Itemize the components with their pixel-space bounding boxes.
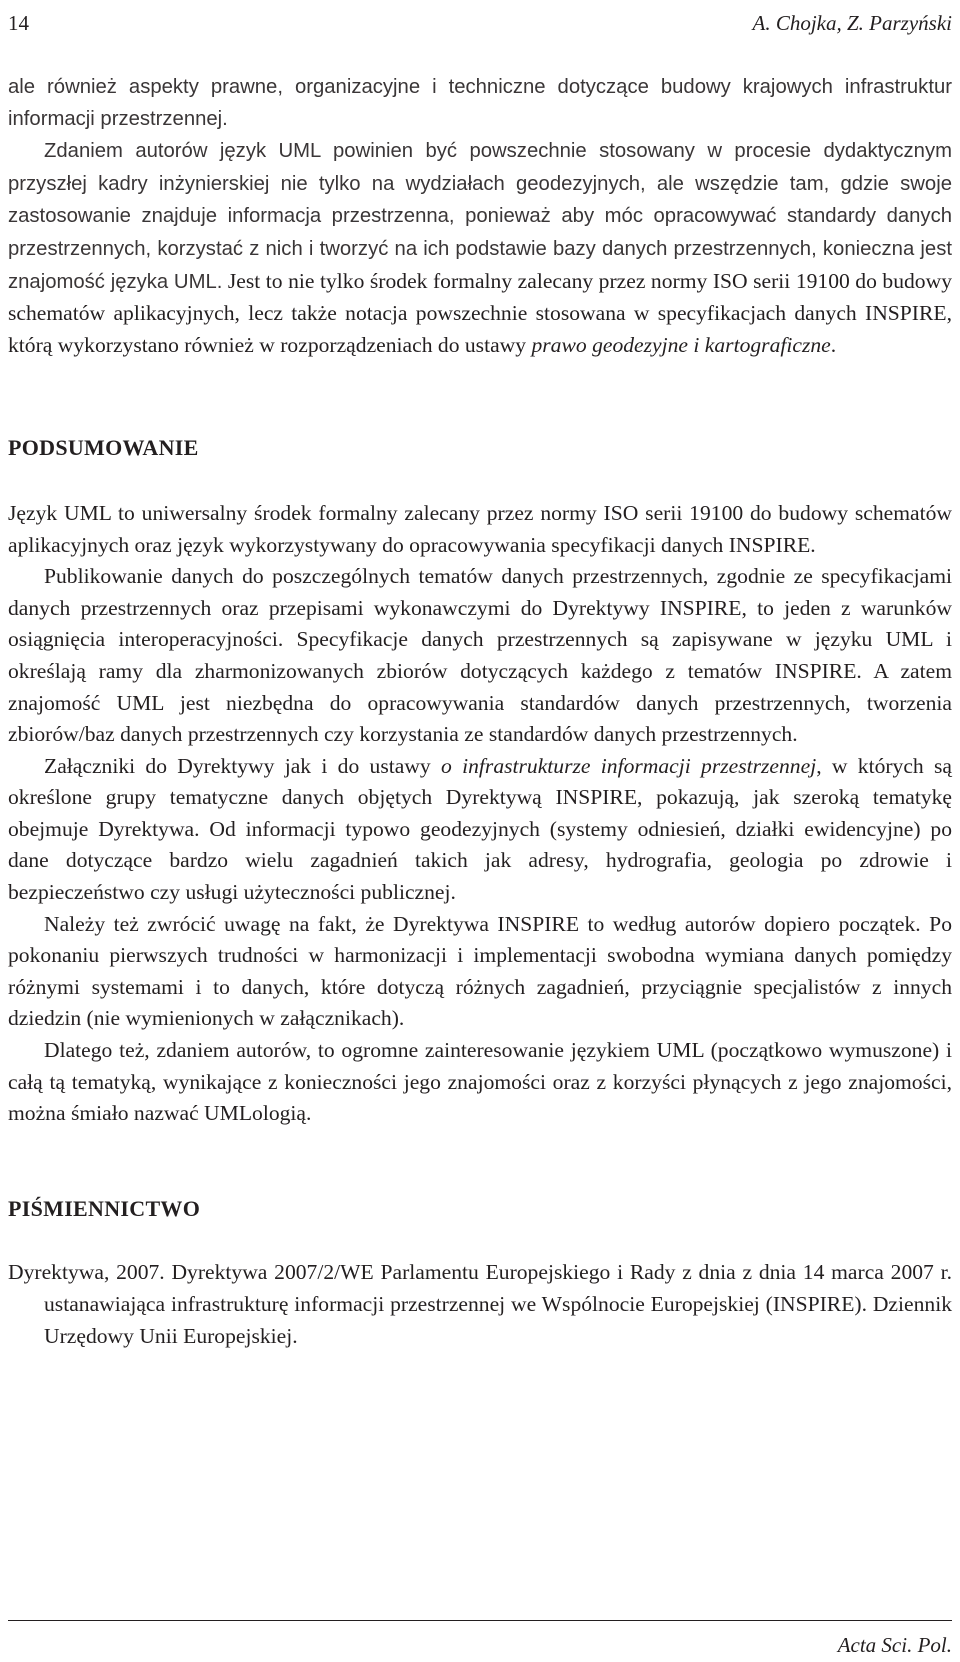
summary-law-title: o infrastrukturze informacji przestrzennej <box>441 753 817 778</box>
summary-paragraph-5: Dlatego też, zdaniem autorów, to ogromne zainteresowanie językiem UML (początkowo wymuszone) i całą tą tematyką, wynikające z konieczności jego znajomości oraz z korzyści płynących z jego znajomości, można śmiało nazwać UMLologią. <box>8 1038 952 1126</box>
summary-paragraph-3 <box>8 751 952 909</box>
footer-divider <box>8 1620 952 1621</box>
references-heading: PIŚMIENNICTWO <box>8 1195 201 1221</box>
intro-law-title: prawo geodezyjne i kartograficzne <box>531 332 831 357</box>
intro-paragraph-uml <box>8 135 952 361</box>
intro-paragraph-uml-tail: Jest to nie tylko środek formalny zalecany przez normy ISO serii 19100 do budowy schematów aplikacyjnych, lecz także notacja powszechnie stosowana w specyfikacjach danych INSPIRE, którą wykorzystano również w rozporządzeniach do ustawy <box>8 268 952 357</box>
summary-paragraph-2: Publikowanie danych do poszczególnych tematów danych przestrzennych, zgodnie ze specyfikacjami danych przestrzennych oraz przepisami wykonawczymi do Dyrektywy INSPIRE, to jeden z warunków osiągnięcia interoperacyjności. Specyfikacje danych przestrzennych są zapisywane w języku UML i określają ramy dla zharmonizowanych zbiorów dotyczących każdego z tematów INSPIRE. A zatem znajomość UML jest niezbędna do opracowywania standardów danych przestrzennych, tworzenia zbiorów/baz danych przestrzennych czy korzystania ze standardów danych przestrzennych. <box>8 564 952 747</box>
reference-item: Dyrektywa, 2007. Dyrektywa 2007/2/WE Parlamentu Europejskiego i Rady z dnia z dnia 14 marca 2007 r. ustanawiająca infrastrukturę informacji przestrzennej we Wspólnocie Europejskiej (INSPIRE). Dziennik Urzędowy Unii Europejskiej. <box>8 1260 952 1348</box>
article-body <box>8 72 952 1352</box>
intro-paragraph-uml-sans: Zdaniem autorów język UML powinien być powszechnie stosowany w procesie dydaktycznym przyszłej kadry inżynierskiej nie tylko na wydziałach geodezyjnych, ale wszędzie tam, gdzie swoje zastosowanie znajduje informacja przestrzenna, ponieważ aby móc opracowywać standardy danych przestrzennych, korzystać z nich i tworzyć na ich podstawie bazy danych przestrzennych, konieczna jest znajomość języka UML. <box>8 140 952 293</box>
summary-heading: PODSUMOWANIE <box>8 435 199 461</box>
footer-journal-name: Acta Sci. Pol. <box>837 1633 952 1657</box>
summary-paragraph-3-end: , w których są określone grupy tematyczne danych objętych Dyrektywą INSPIRE, pokazują, jak szeroką tematykę obejmuje Dyrektywa. Od informacji typowo geodezyjnych (systemy odniesień, działki ewidencyjne) po dane dotyczące bardzo wielu zagadnień takich jak adresy, hydrografia, geologia po zdrowie i bezpieczeństwo czy usługi użyteczności publicznej. <box>8 753 953 905</box>
page-header <box>8 8 952 38</box>
summary-paragraph-1: Język UML to uniwersalny środek formalny zalecany przez normy ISO serii 19100 do budowy schematów aplikacyjnych oraz język wykorzystywany do opracowywania specyfikacji danych INSPIRE. <box>8 500 952 557</box>
running-head-authors: A. Chojka, Z. Parzyński <box>752 11 952 35</box>
summary-paragraph-3-start: Załączniki do Dyrektywy jak i do ustawy <box>44 753 442 778</box>
page-number: 14 <box>8 11 29 35</box>
summary-paragraph-4: Należy też zwrócić uwagę na fakt, że Dyrektywa INSPIRE to według autorów dopiero początek. Po pokonaniu pierwszych trudności w harmonizacji i implementacji swobodna wymiana danych pomiędzy różnymi systemami i to danych, które dotyczą różnych zagadnień, przyciągnie specjalistów z innych dziedzin (nie wymienionych w załącznikach). <box>8 911 952 1031</box>
intro-paragraph-uml-end: . <box>830 332 837 357</box>
intro-paragraph-continuation: ale również aspekty prawne, organizacyjne i techniczne dotyczące budowy krajowych infrastruktur informacji przestrzennej. <box>8 76 952 130</box>
